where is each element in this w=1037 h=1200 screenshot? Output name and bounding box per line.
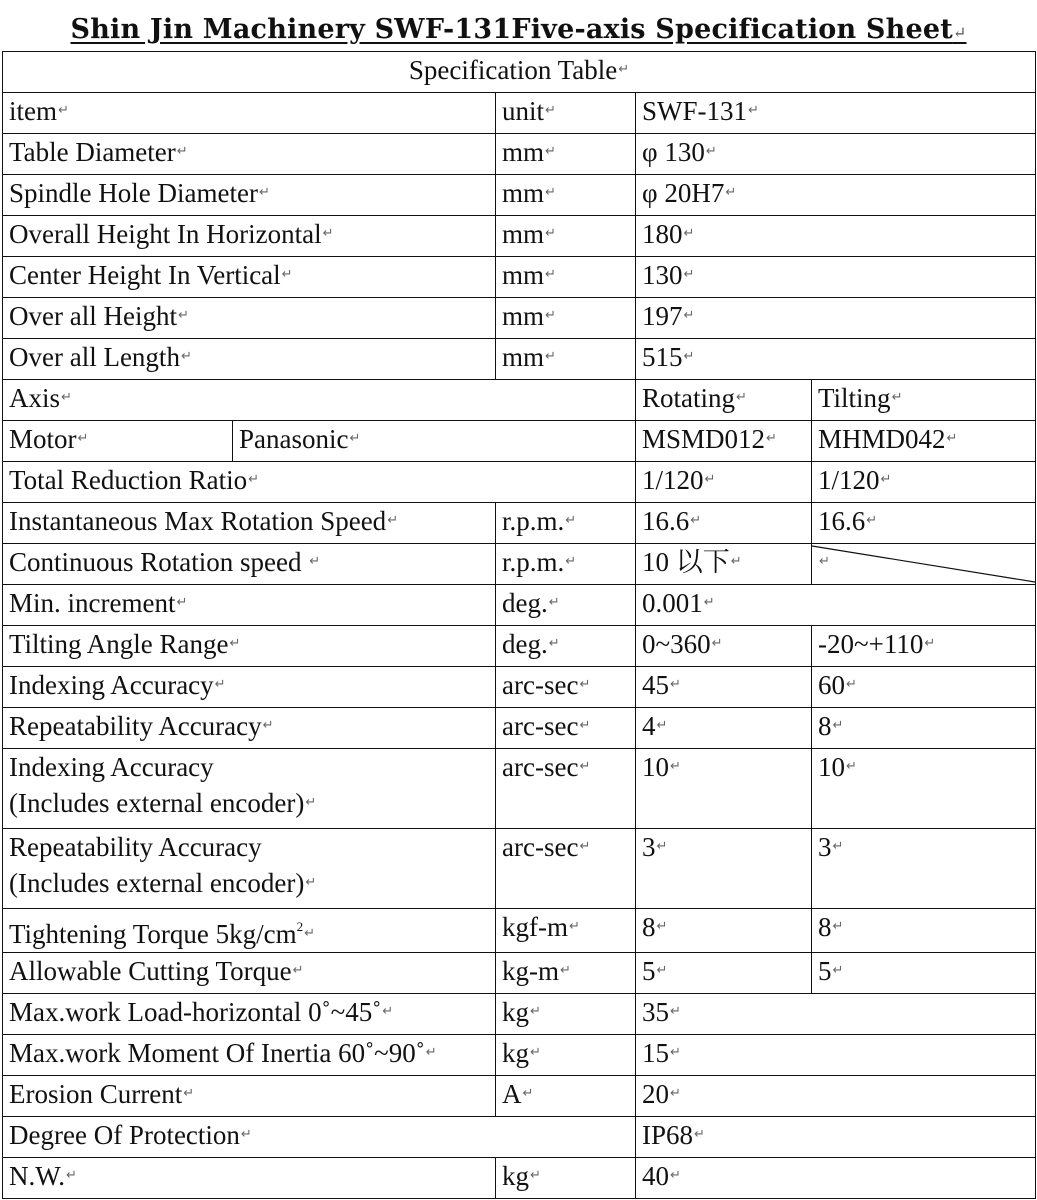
value-cell: 0.001↵ bbox=[636, 585, 1036, 626]
item-cell: Repeatability Accuracy↵ bbox=[3, 708, 496, 749]
item-cell: Max.work Moment Of Inertia 60˚~90˚↵ bbox=[3, 1035, 496, 1076]
value-cell: 130↵ bbox=[636, 257, 1036, 298]
header-item: item↵ bbox=[3, 93, 496, 134]
value-cell: 197↵ bbox=[636, 298, 1036, 339]
unit-cell: mm↵ bbox=[496, 216, 636, 257]
tilting-cell: 10↵ bbox=[812, 749, 1036, 829]
item-cell: Tightening Torque $5kg/cm^{2↵}$ bbox=[3, 909, 496, 953]
spec-row bbox=[3, 1035, 1036, 1076]
item-cell: Motor↵ bbox=[3, 421, 233, 462]
item-cell: Indexing Accuracy↵ bbox=[3, 667, 496, 708]
unit-cell: r.p.m.↵ bbox=[496, 503, 636, 544]
item-cell: Axis↵ bbox=[3, 380, 636, 421]
item-cell: Center Height In Vertical↵ bbox=[3, 257, 496, 298]
item-cell: Allowable Cutting Torque↵ bbox=[3, 953, 496, 994]
unit-cell: arc-sec↵ bbox=[496, 749, 636, 829]
table-caption-row bbox=[3, 52, 1036, 93]
spec-row bbox=[3, 134, 1036, 175]
rotating-cell: MSMD012↵ bbox=[636, 421, 812, 462]
spec-row bbox=[3, 667, 1036, 708]
item-cell: Continuous Rotation speed ↵ bbox=[3, 544, 496, 585]
item-cell: Over all Length↵ bbox=[3, 339, 496, 380]
spec-row bbox=[3, 544, 1036, 585]
item-cell: Tilting Angle Range↵ bbox=[3, 626, 496, 667]
spec-row bbox=[3, 1158, 1036, 1199]
tilting-header: Tilting↵ bbox=[812, 380, 1036, 421]
document-title: Shin Jin Machinery SWF-131Five-axis Specification Sheet↵ bbox=[70, 14, 967, 45]
rotating-cell: 1/120↵ bbox=[636, 462, 812, 503]
tilting-cell: 3↵ bbox=[812, 829, 1036, 909]
item-cell: Repeatability Accuracy (Includes external encoder)↵ bbox=[3, 829, 496, 909]
spec-row bbox=[3, 909, 1036, 953]
tilting-cell: 16.6↵ bbox=[812, 503, 1036, 544]
unit-cell: deg.↵ bbox=[496, 585, 636, 626]
value-cell: 180↵ bbox=[636, 216, 1036, 257]
item-cell: Total Reduction Ratio↵ bbox=[3, 462, 636, 503]
unit-cell: mm↵ bbox=[496, 175, 636, 216]
unit-cell: mm↵ bbox=[496, 134, 636, 175]
unit-cell: mm↵ bbox=[496, 298, 636, 339]
tilting-cell: -20~+110↵ bbox=[812, 626, 1036, 667]
rotating-cell: 10↵ bbox=[636, 749, 812, 829]
item-cell: Max.work Load-horizontal 0˚~45˚↵ bbox=[3, 994, 496, 1035]
unit-cell: r.p.m.↵ bbox=[496, 544, 636, 585]
item-cell: Min. increment↵ bbox=[3, 585, 496, 626]
unit-cell: kg↵ bbox=[496, 994, 636, 1035]
unit-cell: mm↵ bbox=[496, 339, 636, 380]
rotating-cell: 8↵ bbox=[636, 909, 812, 953]
unit-cell: deg.↵ bbox=[496, 626, 636, 667]
spec-row-two-line bbox=[3, 829, 1036, 909]
value-cell: 15↵ bbox=[636, 1035, 1036, 1076]
unit-cell: arc-sec↵ bbox=[496, 667, 636, 708]
tilting-cell: MHMD042↵ bbox=[812, 421, 1036, 462]
spec-row bbox=[3, 216, 1036, 257]
item-cell: Degree Of Protection↵ bbox=[3, 1117, 636, 1158]
rotating-cell: 4↵ bbox=[636, 708, 812, 749]
rotating-cell: 10 以下↵ bbox=[636, 544, 812, 585]
value-cell: 20↵ bbox=[636, 1076, 1036, 1117]
tilting-cell: 8↵ bbox=[812, 708, 1036, 749]
spec-row bbox=[3, 585, 1036, 626]
spec-row bbox=[3, 462, 1036, 503]
header-unit: unit↵ bbox=[496, 93, 636, 134]
value-cell: IP68↵ bbox=[636, 1117, 1036, 1158]
unit-cell: kgf-m↵ bbox=[496, 909, 636, 953]
item-cell: N.W.↵ bbox=[3, 1158, 496, 1199]
table-caption: Specification Table↵ bbox=[3, 52, 1036, 93]
tilting-cell: 60↵ bbox=[812, 667, 1036, 708]
rotating-cell: 45↵ bbox=[636, 667, 812, 708]
item-cell: Spindle Hole Diameter↵ bbox=[3, 175, 496, 216]
unit-cell: kg↵ bbox=[496, 1035, 636, 1076]
tilting-cell: 8↵ bbox=[812, 909, 1036, 953]
header-row bbox=[3, 93, 1036, 134]
spec-row-two-line bbox=[3, 749, 1036, 829]
return-mark-icon: ↵ bbox=[952, 23, 967, 42]
rotating-cell: 16.6↵ bbox=[636, 503, 812, 544]
item-cell: Indexing Accuracy (Includes external encoder)↵ bbox=[3, 749, 496, 829]
tilting-cell: 1/120↵ bbox=[812, 462, 1036, 503]
unit-cell: kg-m↵ bbox=[496, 953, 636, 994]
item-cell: Erosion Current↵ bbox=[3, 1076, 496, 1117]
item-cell: Over all Height↵ bbox=[3, 298, 496, 339]
header-model: SWF-131↵ bbox=[636, 93, 1036, 134]
spec-row bbox=[3, 339, 1036, 380]
rotating-cell: 5↵ bbox=[636, 953, 812, 994]
spec-row bbox=[3, 298, 1036, 339]
value-cell: 40↵ bbox=[636, 1158, 1036, 1199]
unit-cell: mm↵ bbox=[496, 257, 636, 298]
rotating-cell: 0~360↵ bbox=[636, 626, 812, 667]
value-cell: φ 130↵ bbox=[636, 134, 1036, 175]
motor-row bbox=[3, 421, 1036, 462]
rotating-cell: 3↵ bbox=[636, 829, 812, 909]
spec-row bbox=[3, 1076, 1036, 1117]
value-cell: φ 20H7↵ bbox=[636, 175, 1036, 216]
tilting-cell-not-applicable: ↵ bbox=[812, 544, 1036, 585]
spec-row bbox=[3, 1117, 1036, 1158]
item-cell: Table Diameter↵ bbox=[3, 134, 496, 175]
spec-row bbox=[3, 626, 1036, 667]
spec-row bbox=[3, 503, 1036, 544]
spec-row bbox=[3, 994, 1036, 1035]
spec-row bbox=[3, 257, 1036, 298]
item-cell: Overall Height In Horizontal↵ bbox=[3, 216, 496, 257]
rotating-header: Rotating↵ bbox=[636, 380, 812, 421]
unit-cell: kg↵ bbox=[496, 1158, 636, 1199]
spec-row bbox=[3, 175, 1036, 216]
unit-cell: arc-sec↵ bbox=[496, 708, 636, 749]
tilting-cell: 5↵ bbox=[812, 953, 1036, 994]
value-cell: 35↵ bbox=[636, 994, 1036, 1035]
spec-row bbox=[3, 708, 1036, 749]
unit-cell: arc-sec↵ bbox=[496, 829, 636, 909]
axis-row bbox=[3, 380, 1036, 421]
spec-row bbox=[3, 953, 1036, 994]
motor-brand: Panasonic↵ bbox=[233, 421, 636, 462]
value-cell: 515↵ bbox=[636, 339, 1036, 380]
item-cell: Instantaneous Max Rotation Speed↵ bbox=[3, 503, 496, 544]
unit-cell: A↵ bbox=[496, 1076, 636, 1117]
specification-table bbox=[2, 51, 1036, 1199]
